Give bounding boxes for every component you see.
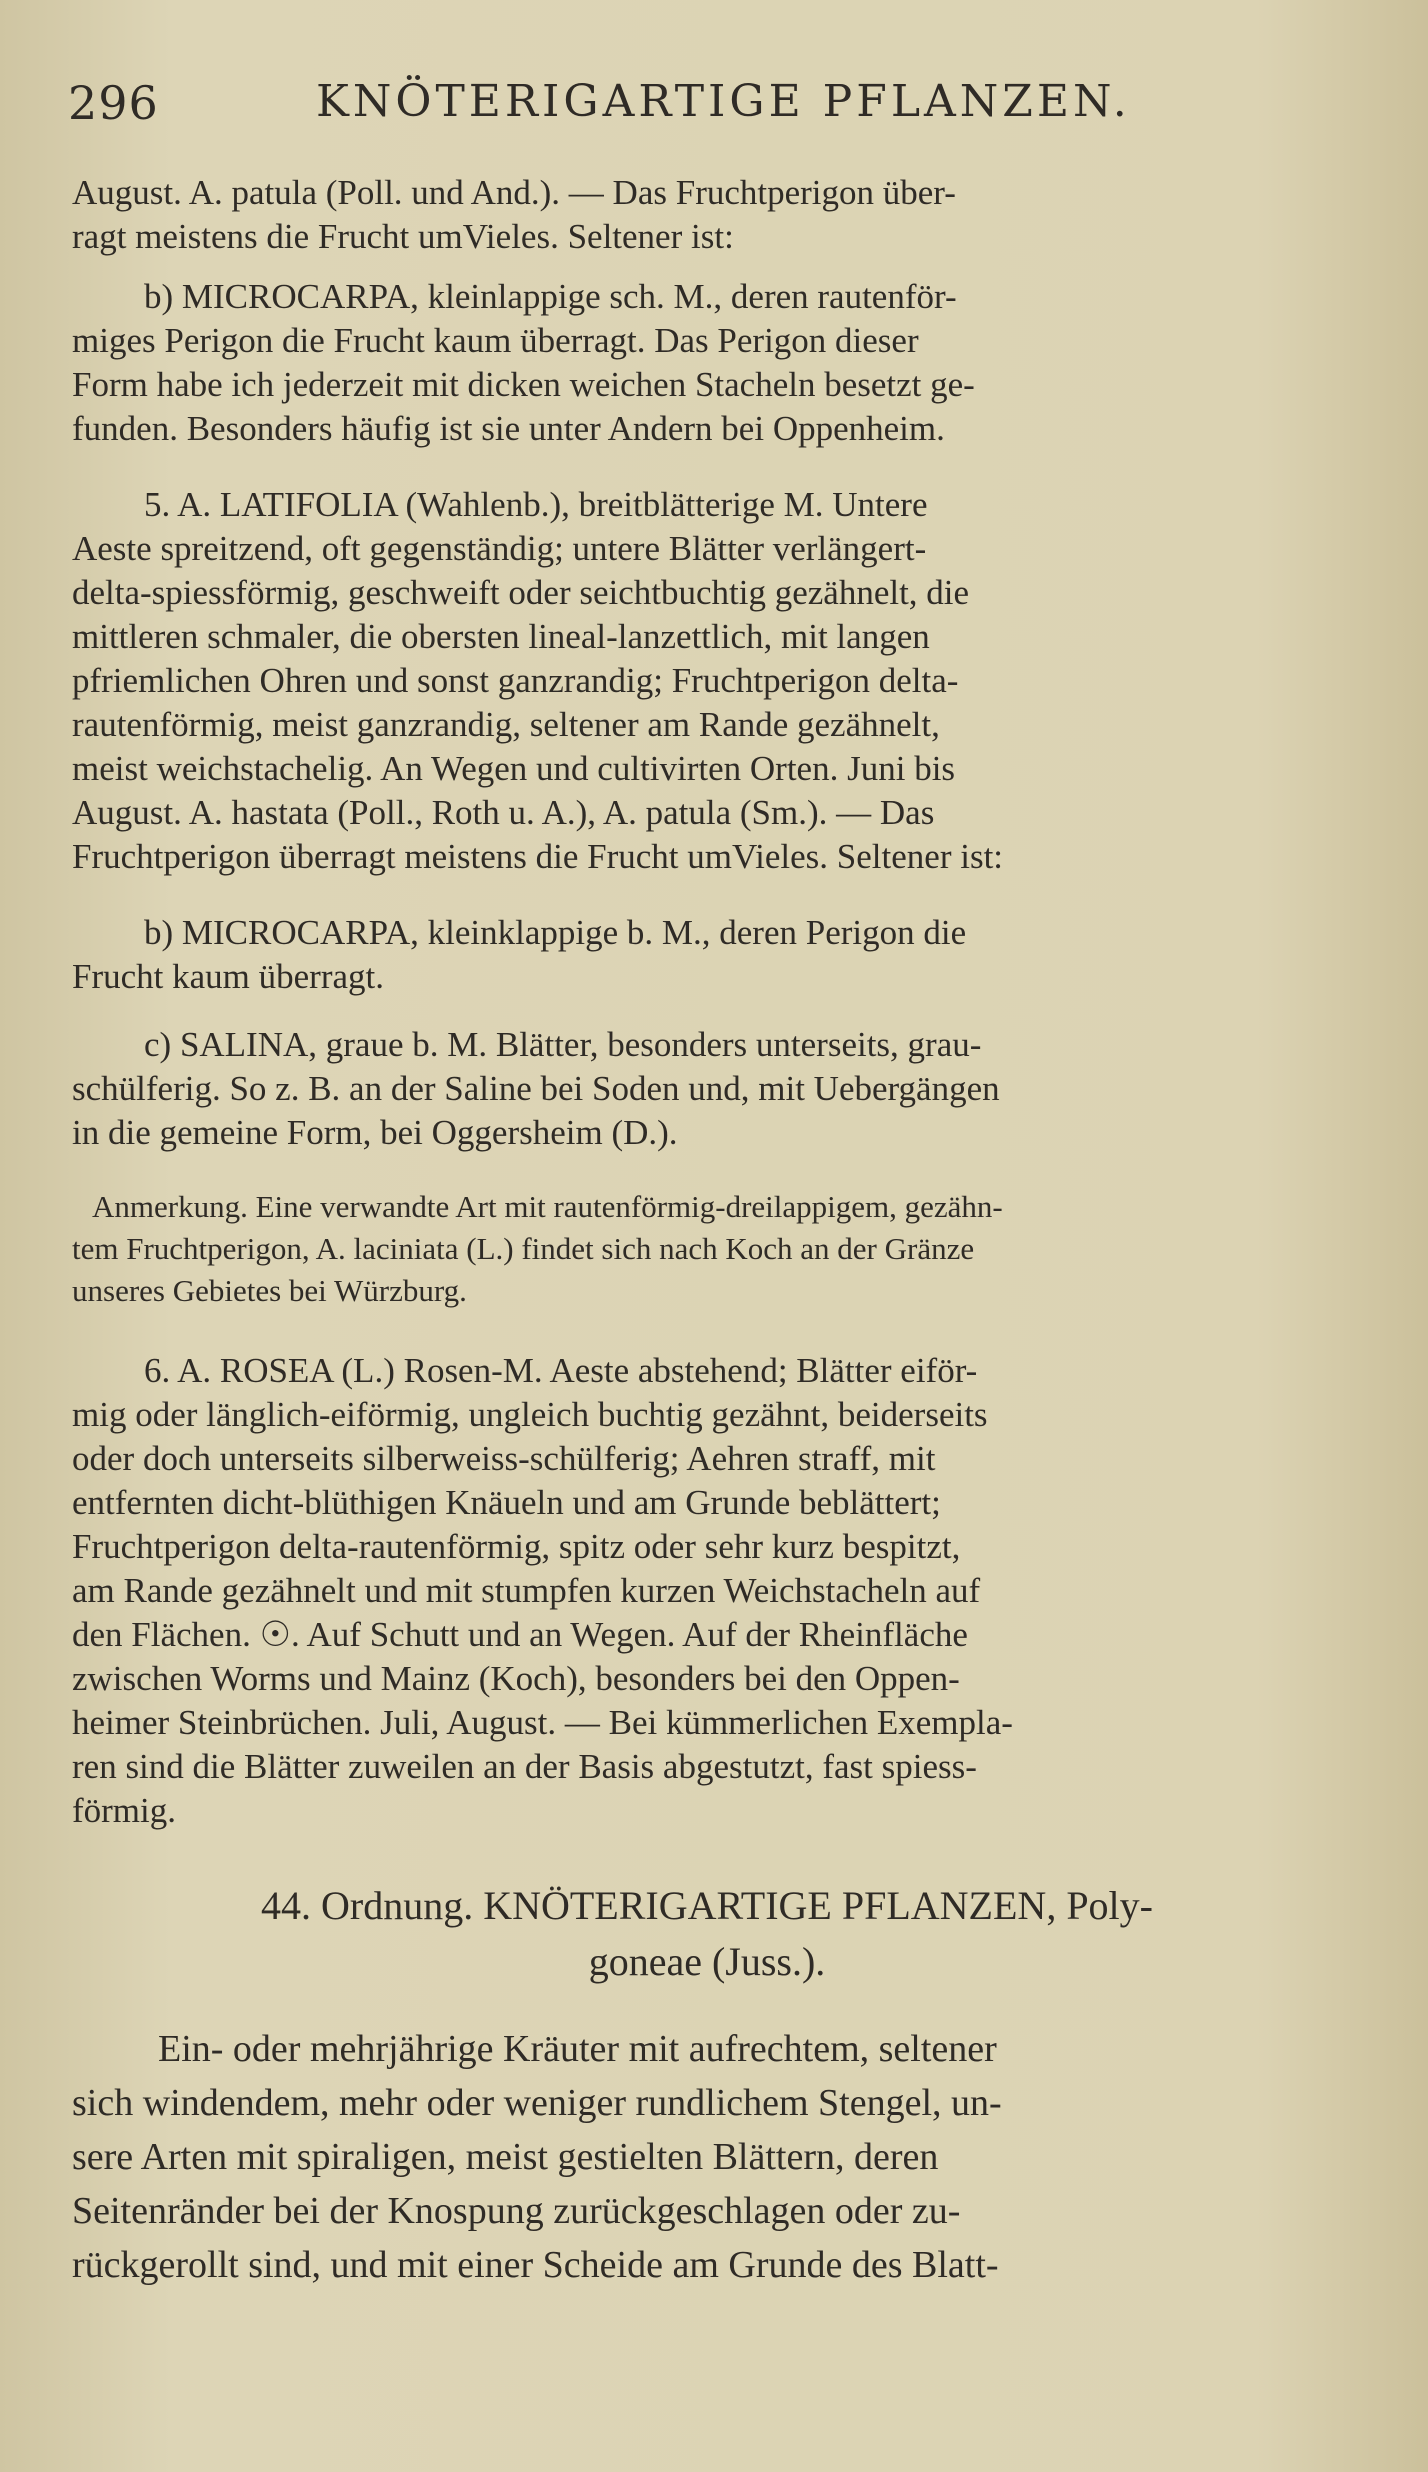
text-line: rückgerollt sind, und mit einer Scheide am Grunde des Blatt-: [72, 2244, 999, 2286]
text-line: c) SALINA, graue b. M. Blätter, besonders unterseits, grau-: [144, 1025, 982, 1064]
note-line: tem Fruchtperigon, A. laciniata (L.) findet sich nach Koch an der Gränze: [72, 1231, 975, 1266]
text-line: 5. A. LATIFOLIA (Wahlenb.), breitblätterige M. Untere: [144, 485, 928, 524]
text-line: Fruchtperigon überragt meistens die Frucht umVieles. Seltener ist:: [72, 837, 1004, 876]
page-number: 296: [68, 76, 159, 130]
page-header: [68, 76, 1368, 136]
running-title: KNÖTERIGARTIGE PFLANZEN.: [316, 76, 1131, 127]
text-line: b) MICROCARPA, kleinlappige sch. M., deren rautenför-: [144, 277, 957, 316]
text-line: miges Perigon die Frucht kaum überragt. Das Perigon dieser: [72, 321, 919, 360]
text-line: pfriemlichen Ohren und sonst ganzrandig; Fruchtperigon delta-: [72, 661, 959, 700]
text-line: August. A. patula (Poll. und And.). — Das Fruchtperigon über-: [72, 173, 956, 212]
text-line: ren sind die Blätter zuweilen an der Basis abgestutzt, fast spiess-: [72, 1747, 977, 1786]
text-line: heimer Steinbrüchen. Juli, August. — Bei kümmerlichen Exempla-: [72, 1703, 1013, 1742]
text-line: rautenförmig, meist ganzrandig, seltener am Rande gezähnelt,: [72, 705, 940, 744]
text-line: förmig.: [72, 1791, 177, 1830]
text-line: schülferig. So z. B. an der Saline bei Soden und, mit Uebergängen: [72, 1069, 1000, 1108]
text-line: Aeste spreitzend, oft gegenständig; untere Blätter verlängert-: [72, 529, 927, 568]
text-line: mittleren schmaler, die obersten lineal-lanzettlich, mit langen: [72, 617, 930, 656]
text-line: entfernten dicht-blüthigen Knäueln und am Grunde beblättert;: [72, 1483, 941, 1522]
text-line: zwischen Worms und Mainz (Koch), besonders bei den Oppen-: [72, 1659, 960, 1698]
text-line: 6. A. ROSEA (L.) Rosen-M. Aeste abstehend; Blätter eiför-: [144, 1351, 978, 1390]
text-line: Fruchtperigon delta-rautenförmig, spitz oder sehr kurz bespitzt,: [72, 1527, 961, 1566]
text-line: am Rande gezähnelt und mit stumpfen kurzen Weichstacheln auf: [72, 1571, 981, 1610]
text-line: funden. Besonders häufig ist sie unter Andern bei Oppenheim.: [72, 409, 945, 448]
note-line: unseres Gebietes bei Würzburg.: [72, 1273, 467, 1308]
note-line: Anmerkung. Eine verwandte Art mit rautenförmig-dreilappigem, gezähn-: [92, 1189, 1003, 1224]
text-line: delta-spiessförmig, geschweift oder seichtbuchtig gezähnelt, die: [72, 573, 970, 612]
text-line: den Flächen. ☉. Auf Schutt und an Wegen. Auf der Rheinfläche: [72, 1615, 968, 1654]
text-line: meist weichstachelig. An Wegen und cultivirten Orten. Juni bis: [72, 749, 956, 788]
text-line: sere Arten mit spiraligen, meist gestielten Blättern, deren: [72, 2136, 939, 2178]
text-line: Frucht kaum überragt.: [72, 957, 384, 996]
text-line: Ein- oder mehrjährige Kräuter mit aufrechtem, seltener: [158, 2028, 997, 2070]
text-line: August. A. hastata (Poll., Roth u. A.), A. patula (Sm.). — Das: [72, 793, 935, 832]
section-heading: 44. Ordnung. KNÖTERIGARTIGE PFLANZEN, Poly-: [261, 1883, 1153, 1928]
text-line: b) MICROCARPA, kleinklappige b. M., deren Perigon die: [144, 913, 967, 952]
text-line: oder doch unterseits silberweiss-schülferig; Aehren straff, mit: [72, 1439, 936, 1478]
text-line: Seitenränder bei der Knospung zurückgeschlagen oder zu-: [72, 2190, 961, 2232]
text-line: Form habe ich jederzeit mit dicken weichen Stacheln besetzt ge-: [72, 365, 975, 404]
section-heading-continued: goneae (Juss.).: [588, 1939, 826, 1984]
text-line: ragt meistens die Frucht umVieles. Seltener ist:: [72, 217, 734, 256]
text-line: in die gemeine Form, bei Oggersheim (D.).: [72, 1113, 678, 1152]
text-line: mig oder länglich-eiförmig, ungleich buchtig gezähnt, beiderseits: [72, 1395, 988, 1434]
text-line: sich windendem, mehr oder weniger rundlichem Stengel, un-: [72, 2082, 1002, 2124]
